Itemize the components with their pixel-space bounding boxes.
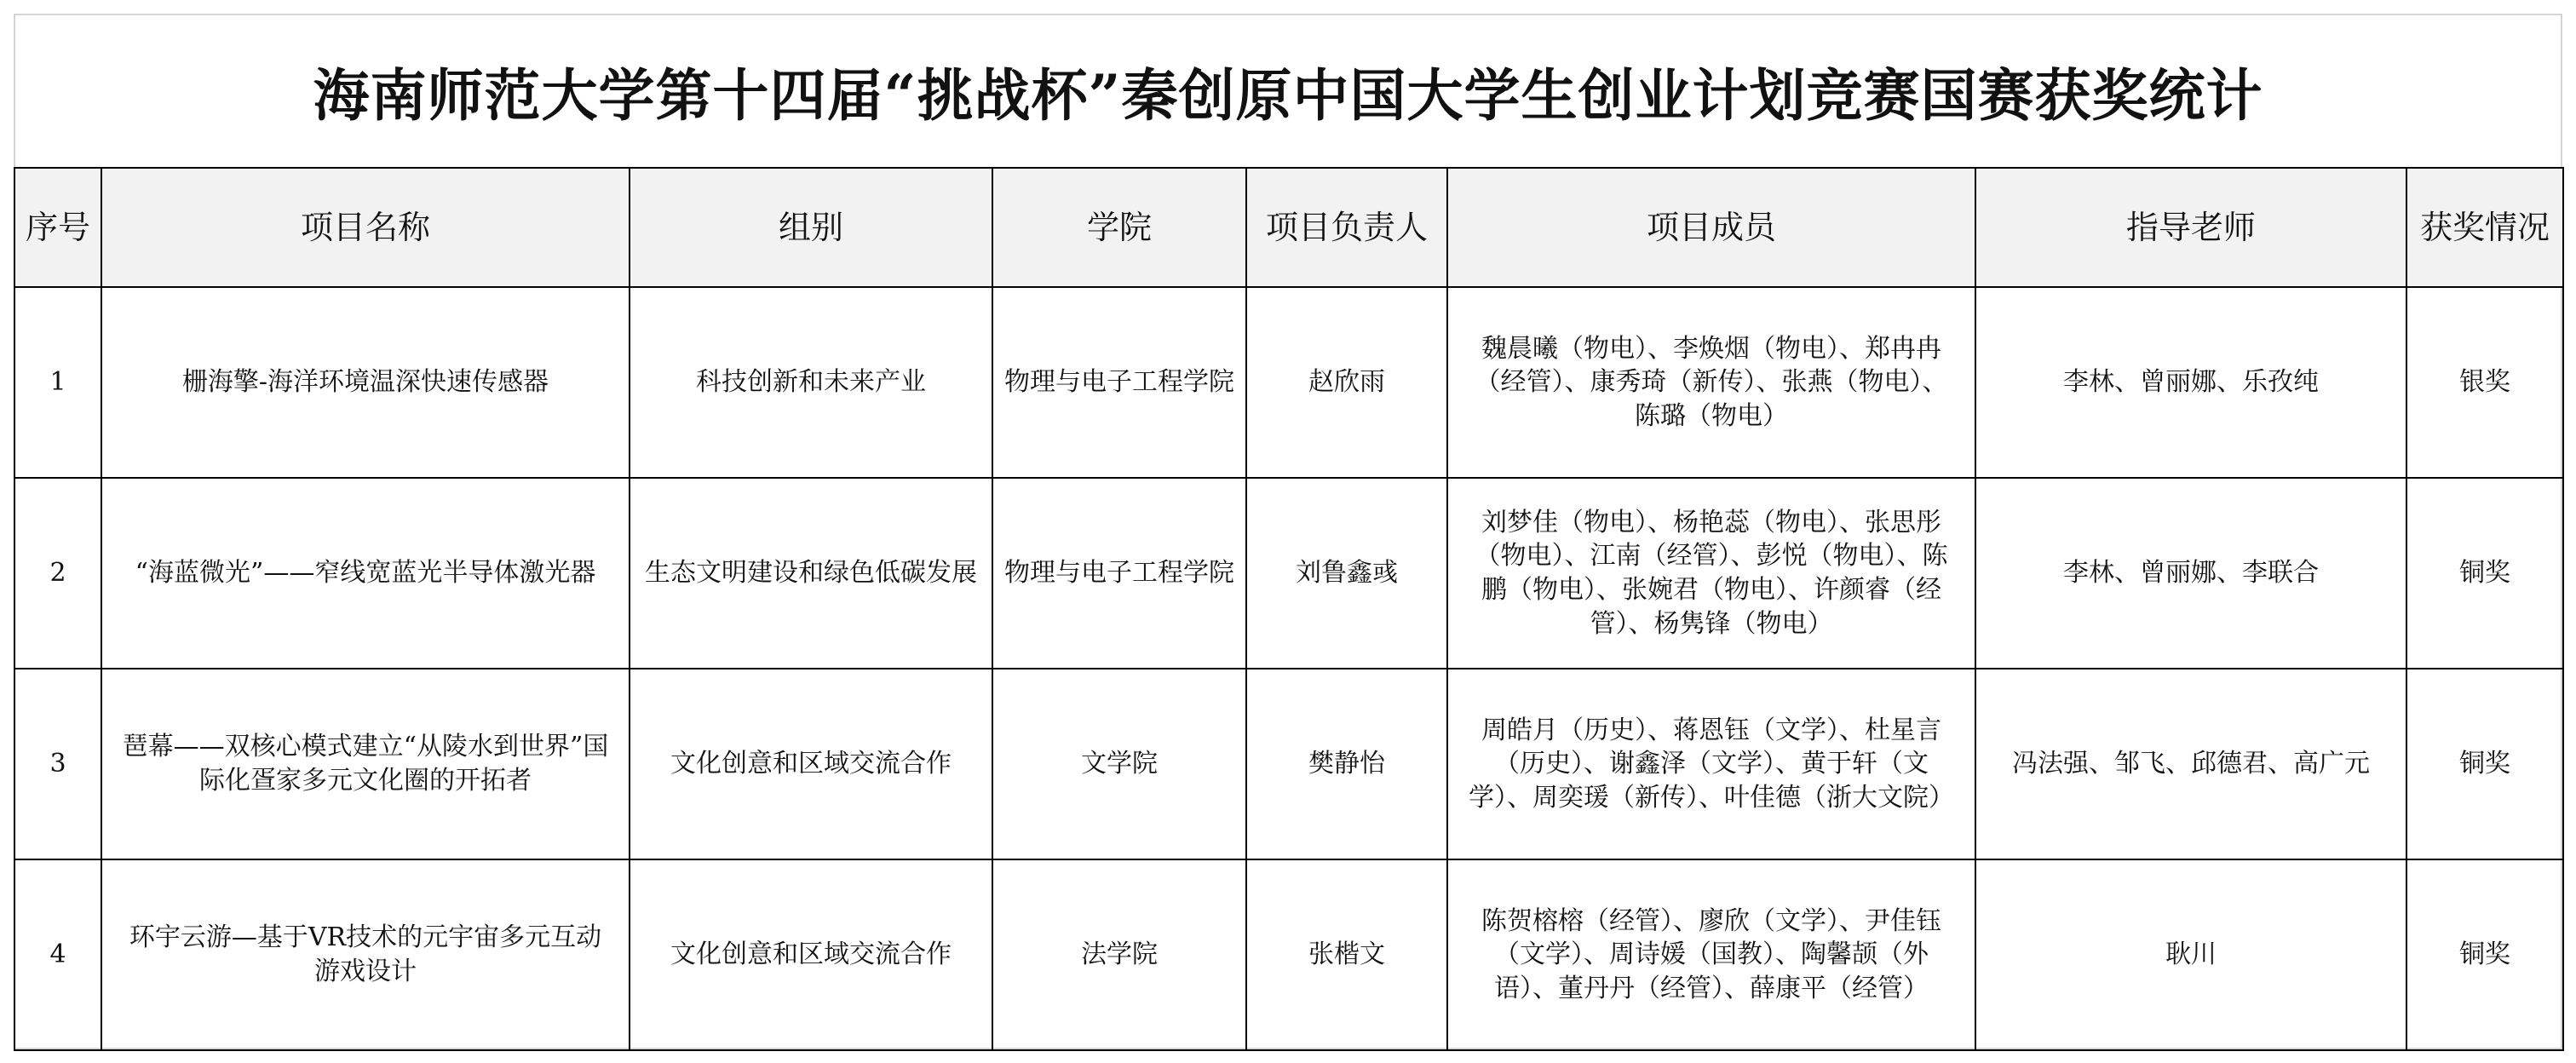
cell-members: 魏晨曦（物电）、李焕烟（物电）、郑冉冉（经管）、康秀琦（新传）、张燕（物电）、陈璐（物电） xyxy=(1447,287,1975,478)
cell-college: 物理与电子工程学院 xyxy=(992,287,1246,478)
cell-award: 银奖 xyxy=(2406,287,2563,478)
cell-group: 文化创意和区域交流合作 xyxy=(630,669,992,859)
cell-group: 生态文明建设和绿色低碳发展 xyxy=(630,478,992,669)
cell-college: 文学院 xyxy=(992,669,1246,859)
cell-leader: 樊静怡 xyxy=(1246,669,1447,859)
cell-advisors: 耿川 xyxy=(1975,859,2406,1050)
title-bar xyxy=(14,14,2562,167)
cell-project: “海蓝微光”——窄线宽蓝光半导体激光器 xyxy=(101,478,630,669)
table-row xyxy=(14,669,2563,859)
cell-award: 铜奖 xyxy=(2406,669,2563,859)
cell-members: 周皓月（历史）、蒋恩钰（文学）、杜星言（历史）、谢鑫泽（文学）、黄于轩（文学）、周奕瑗（新传）、叶佳德（浙大文院） xyxy=(1447,669,1975,859)
table-row xyxy=(14,287,2563,478)
cell-group: 科技创新和未来产业 xyxy=(630,287,992,478)
cell-advisors: 李林、曾丽娜、乐孜纯 xyxy=(1975,287,2406,478)
cell-no: 3 xyxy=(14,669,101,859)
col-header-advisors: 指导老师 xyxy=(1975,168,2406,287)
cell-college: 物理与电子工程学院 xyxy=(992,478,1246,669)
col-header-project: 项目名称 xyxy=(101,168,630,287)
awards-table xyxy=(14,167,2564,1051)
cell-award: 铜奖 xyxy=(2406,859,2563,1050)
col-header-college: 学院 xyxy=(992,168,1246,287)
cell-project: 栅海擎-海洋环境温深快速传感器 xyxy=(101,287,630,478)
col-header-leader: 项目负责人 xyxy=(1246,168,1447,287)
header-row xyxy=(14,168,2563,287)
page-title: 海南师范大学第十四届“挑战杯”秦创原中国大学生创业计划竞赛国赛获奖统计 xyxy=(313,61,2263,129)
cell-project: 环宇云游—基于VR技术的元宇宙多元互动游戏设计 xyxy=(101,859,630,1050)
table-row xyxy=(14,478,2563,669)
col-header-no: 序号 xyxy=(14,168,101,287)
col-header-group: 组别 xyxy=(630,168,992,287)
cell-no: 2 xyxy=(14,478,101,669)
cell-members: 刘梦佳（物电）、杨艳蕊（物电）、张思彤（物电）、江南（经管）、彭悦（物电）、陈鹏（物电）、张婉君（物电）、许颜睿（经管）、杨隽锋（物电） xyxy=(1447,478,1975,669)
cell-leader: 张楷文 xyxy=(1246,859,1447,1050)
cell-leader: 刘鲁鑫彧 xyxy=(1246,478,1447,669)
cell-leader: 赵欣雨 xyxy=(1246,287,1447,478)
cell-advisors: 冯法强、邹飞、邱德君、高广元 xyxy=(1975,669,2406,859)
col-header-award: 获奖情况 xyxy=(2406,168,2563,287)
cell-no: 4 xyxy=(14,859,101,1050)
cell-college: 法学院 xyxy=(992,859,1246,1050)
cell-group: 文化创意和区域交流合作 xyxy=(630,859,992,1050)
col-header-members: 项目成员 xyxy=(1447,168,1975,287)
cell-advisors: 李林、曾丽娜、李联合 xyxy=(1975,478,2406,669)
cell-no: 1 xyxy=(14,287,101,478)
cell-members: 陈贺榕榕（经管）、廖欣（文学）、尹佳钰（文学）、周诗媛（国教）、陶馨颉（外语）、董丹丹（经管）、薛康平（经管） xyxy=(1447,859,1975,1050)
table-row xyxy=(14,859,2563,1050)
cell-project: 琶幕——双核心模式建立“从陵水到世界”国际化疍家多元文化圈的开拓者 xyxy=(101,669,630,859)
cell-award: 铜奖 xyxy=(2406,478,2563,669)
